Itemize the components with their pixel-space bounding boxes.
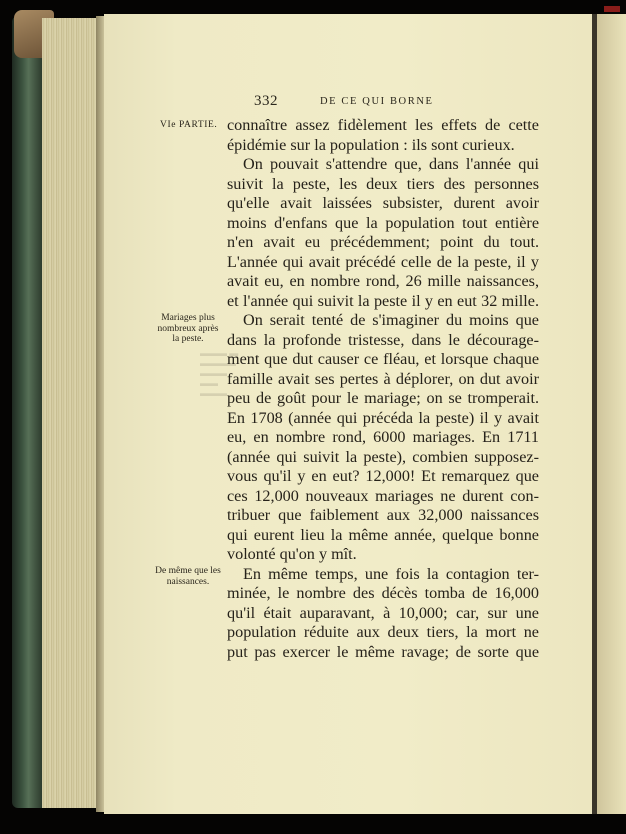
text-line: dans la profonde tristesse, dans le décourage- [227, 330, 539, 349]
text-line: On pouvait s'attendre que, dans l'année qui [243, 155, 539, 173]
text-line: population réduite aux deux tiers, la mort ne [227, 623, 539, 641]
text-line: qu'il était auparavant, à 10,000; car, sur une [227, 603, 539, 622]
page-header [254, 93, 554, 109]
show-through-text: ▬▬▬ ▬ ▬▬▬▬ ▬▬▬ ▬▬ ▬▬▬ [200, 348, 239, 398]
text-line: suivit la peste, les deux tiers des personnes [227, 174, 539, 193]
text-line: ces 12,000 nouveaux mariages ne durent con- [227, 486, 539, 505]
text-line: épidémie sur la population : ils sont curieux. [227, 135, 515, 154]
text-line: qui eurent lieu la même année, quelque bonne [227, 525, 539, 544]
page-edges [42, 18, 100, 808]
right-page-edge [597, 14, 626, 814]
text-line: avait eu, en nombre rond, 26 mille naissances, [227, 272, 539, 290]
book-spine [12, 16, 42, 808]
text-line: et l'année qui suivit la peste il y en eut 32 mille. [227, 291, 539, 310]
text-line: put pas exercer le même ravage; de sorte que [227, 642, 539, 661]
page-number: 332 [254, 93, 278, 109]
text-line: moins d'enfans que la population tout entière [227, 213, 539, 232]
side-heading: VIe PARTIE. [160, 120, 218, 130]
text-line: (année qui suivit la peste), combien supposez- [227, 447, 539, 466]
text-line: volonté qu'on y mît. [227, 545, 357, 563]
text-line: famille avait ses pertes à déplorer, on dut avoir [227, 369, 539, 388]
text-line: On serait tenté de s'imaginer du moins que [243, 311, 539, 329]
text-line: qu'elle avait laissées subsister, durent avoir [227, 194, 539, 212]
text-line: eu, en nombre rond, 6000 mariages. En 1711 [227, 428, 539, 446]
text-line: tribuer que faiblement aux 32,000 naissances [227, 506, 539, 524]
text-line: minée, le nombre des décès tomba de 16,000 [227, 584, 539, 602]
text-line: En même temps, une fois la contagion ter- [243, 564, 539, 583]
margin-note-naissances: De même que les naissances. [155, 566, 221, 587]
text-line: En 1708 (année qui précéda la peste) il y avait [227, 408, 539, 427]
margin-note-mariages: Mariages plus nombreux après la peste. [157, 313, 219, 344]
text-line: L'année qui avait précédé celle de la peste, il y [227, 252, 539, 271]
text-line: ment que dut causer ce fléau, et lorsque chaque [227, 350, 539, 368]
running-head: DE CE QUI BORNE [320, 96, 434, 107]
text-line: n'en avait eu précédemment; point du tout. [227, 233, 539, 251]
red-ribbon-mark [604, 6, 620, 12]
text-line: vous qu'il y en eut? 12,000! Et remarquez que [227, 467, 539, 485]
text-line: connaître assez fidèlement les effets de cette [227, 116, 539, 134]
text-line: peu de goût pour le mariage; on se tromperait. [227, 389, 539, 407]
